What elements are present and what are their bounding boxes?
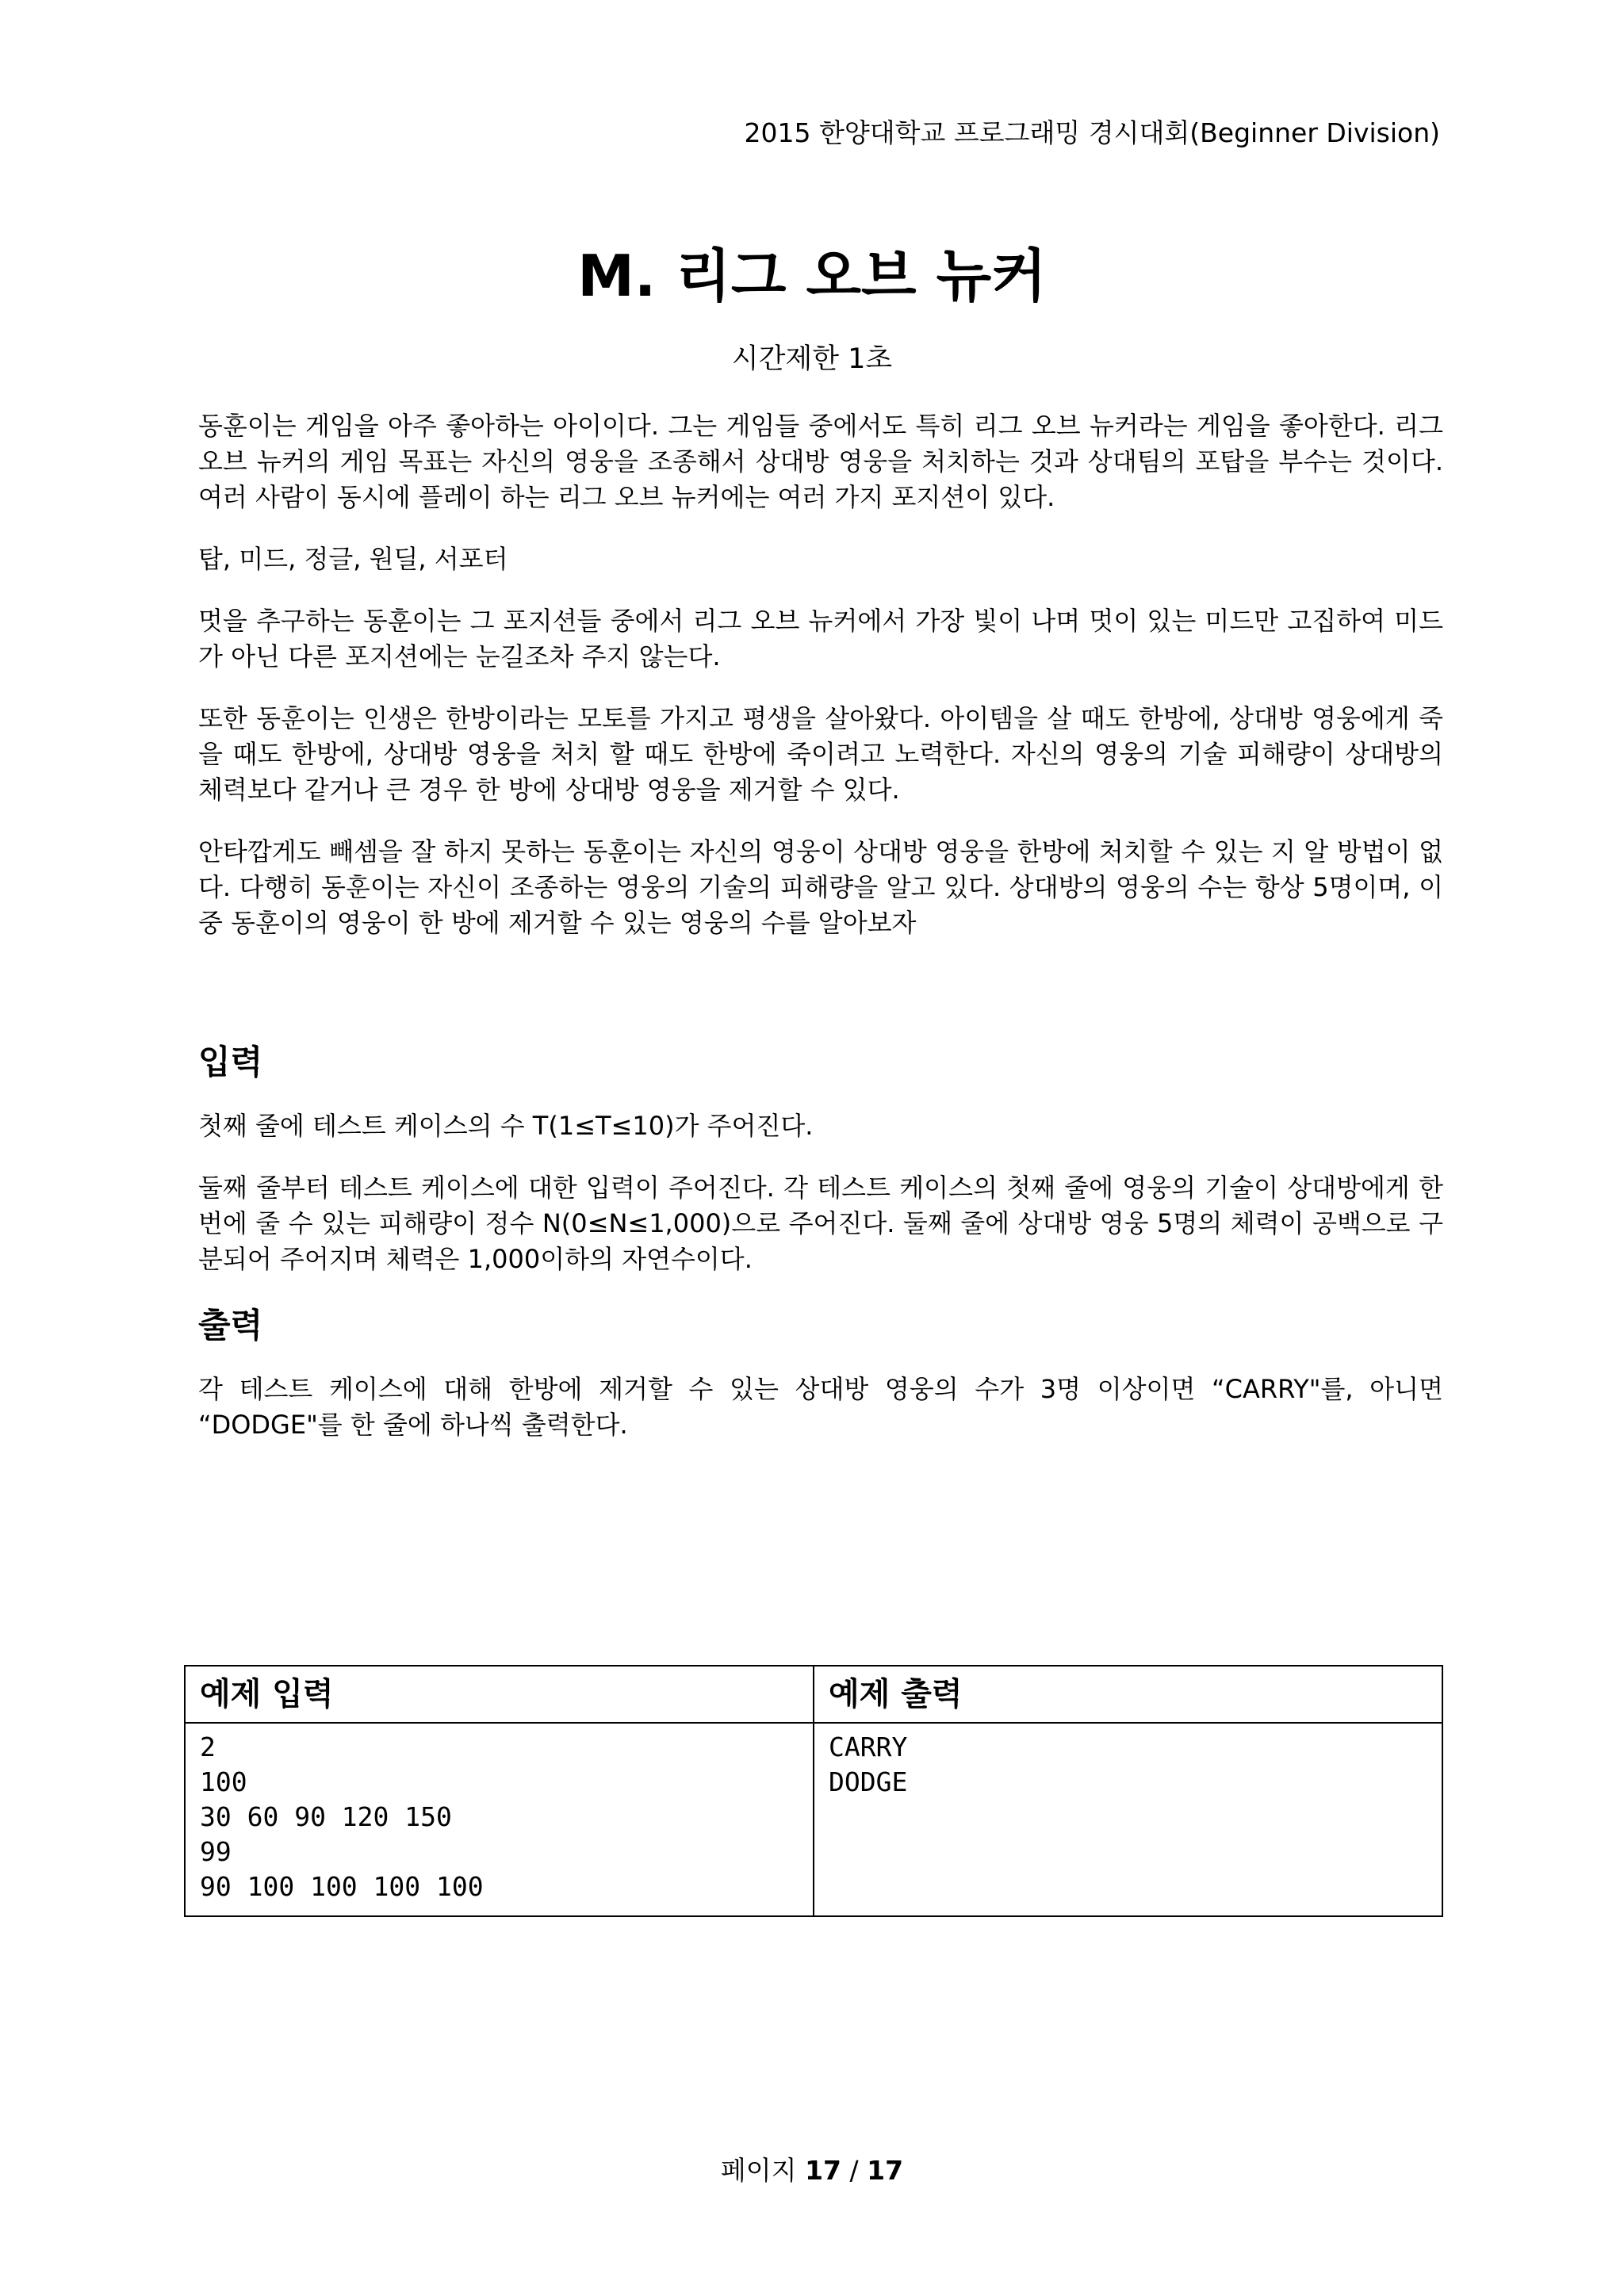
example-output-line: CARRY — [829, 1732, 908, 1762]
input-paragraph: 둘째 줄부터 테스트 케이스에 대한 입력이 주어진다. 각 테스트 케이스의 첫째 줄에 영웅의 기술이 상대방에게 한 번에 줄 수 있는 피해량이 정수 N(0≤N≤1,000)으로 주어진다. 둘째 줄에 상대방 영웅 5명의 체력이 공백으로 구분되어 주어지며 체력은 1,000이하의 자연수이다. — [198, 1173, 1443, 1274]
description-paragraph: 탑, 미드, 정글, 원딜, 서포터 — [198, 544, 508, 574]
example-output-header: 예제 출력 — [814, 1666, 1442, 1723]
input-paragraph: 첫째 줄에 테스트 케이스의 수 T(1≤T≤10)가 주어진다. — [198, 1111, 814, 1141]
example-input-line: 99 — [200, 1836, 232, 1867]
example-input-line: 2 — [200, 1732, 216, 1762]
page-label: 페이지 — [720, 2155, 797, 2186]
page-current: 17 — [805, 2155, 841, 2186]
example-output-cell[interactable] — [814, 1723, 1442, 1916]
output-paragraph: 각 테스트 케이스에 대해 한방에 제거할 수 있는 상대방 영웅의 수가 3명 이상이면 “CARRY"를, 아니면 “DODGE"를 한 줄에 하나씩 출력한다. — [198, 1374, 1443, 1440]
example-input-cell[interactable] — [185, 1723, 814, 1916]
page-total: 17 — [867, 2155, 904, 2186]
examples-header-row — [185, 1666, 1442, 1723]
description-paragraph: 또한 동훈이는 인생은 한방이라는 모토를 가지고 평생을 살아왔다. 아이템을 살 때도 한방에, 상대방 영웅에게 죽을 때도 한방에, 상대방 영웅을 처치 할 때도 한방에 죽이려고 노력한다. 자신의 영웅의 기술 피해량이 상대방의 체력보다 같거나 큰 경우 한 방에 상대방 영웅을 제거할 수 있다. — [198, 703, 1443, 805]
problem-title: M. 리그 오브 뉴커 — [577, 243, 1047, 309]
page-footer — [0, 2153, 1624, 2188]
description-paragraph: 동훈이는 게임을 아주 좋아하는 아이이다. 그는 게임들 중에서도 특히 리그 오브 뉴커라는 게임을 좋아한다. 리그 오브 뉴커의 게임 목표는 자신의 영웅을 조종해서 상대방 영웅을 처치하는 것과 상대팀의 포탑을 부수는 것이다. 여러 사람이 동시에 플레이 하는 리그 오브 뉴커에는 여러 가지 포지션이 있다. — [198, 411, 1443, 512]
example-input-header: 예제 입력 — [185, 1666, 814, 1723]
example-input-line: 90 100 100 100 100 — [200, 1871, 484, 1902]
output-section-heading: 출력 — [198, 1306, 263, 1345]
example-output-line: DODGE — [829, 1766, 908, 1797]
description-paragraph: 멋을 추구하는 동훈이는 그 포지션들 중에서 리그 오브 뉴커에서 가장 빛이 나며 멋이 있는 미드만 고집하여 미드가 아닌 다른 포지션에는 눈길조차 주지 않는다. — [198, 606, 1443, 672]
example-input-line: 100 — [200, 1766, 247, 1797]
input-section-heading: 입력 — [198, 1043, 263, 1081]
examples-body-row — [185, 1723, 1442, 1916]
description-paragraph: 안타깝게도 빼셈을 잘 하지 못하는 동훈이는 자신의 영웅이 상대방 영웅을 한방에 처치할 수 있는 지 알 방법이 없다. 다행히 동훈이는 자신이 조종하는 영웅의 기술의 피해량을 알고 있다. 상대방의 영웅의 수는 항상 5명이며, 이 중 동훈이의 영웅이 한 방에 제거할 수 있는 영웅의 수를 알아보자 — [198, 836, 1443, 938]
time-limit: 시간제한 1초 — [731, 343, 893, 375]
problem-body — [198, 408, 1443, 1469]
example-input-line: 30 60 90 120 150 — [200, 1801, 452, 1832]
examples-table — [184, 1665, 1443, 1917]
page-header: 2015 한양대학교 프로그래밍 경시대회(Beginner Division) — [744, 117, 1440, 148]
page-separator: / — [849, 2155, 859, 2186]
